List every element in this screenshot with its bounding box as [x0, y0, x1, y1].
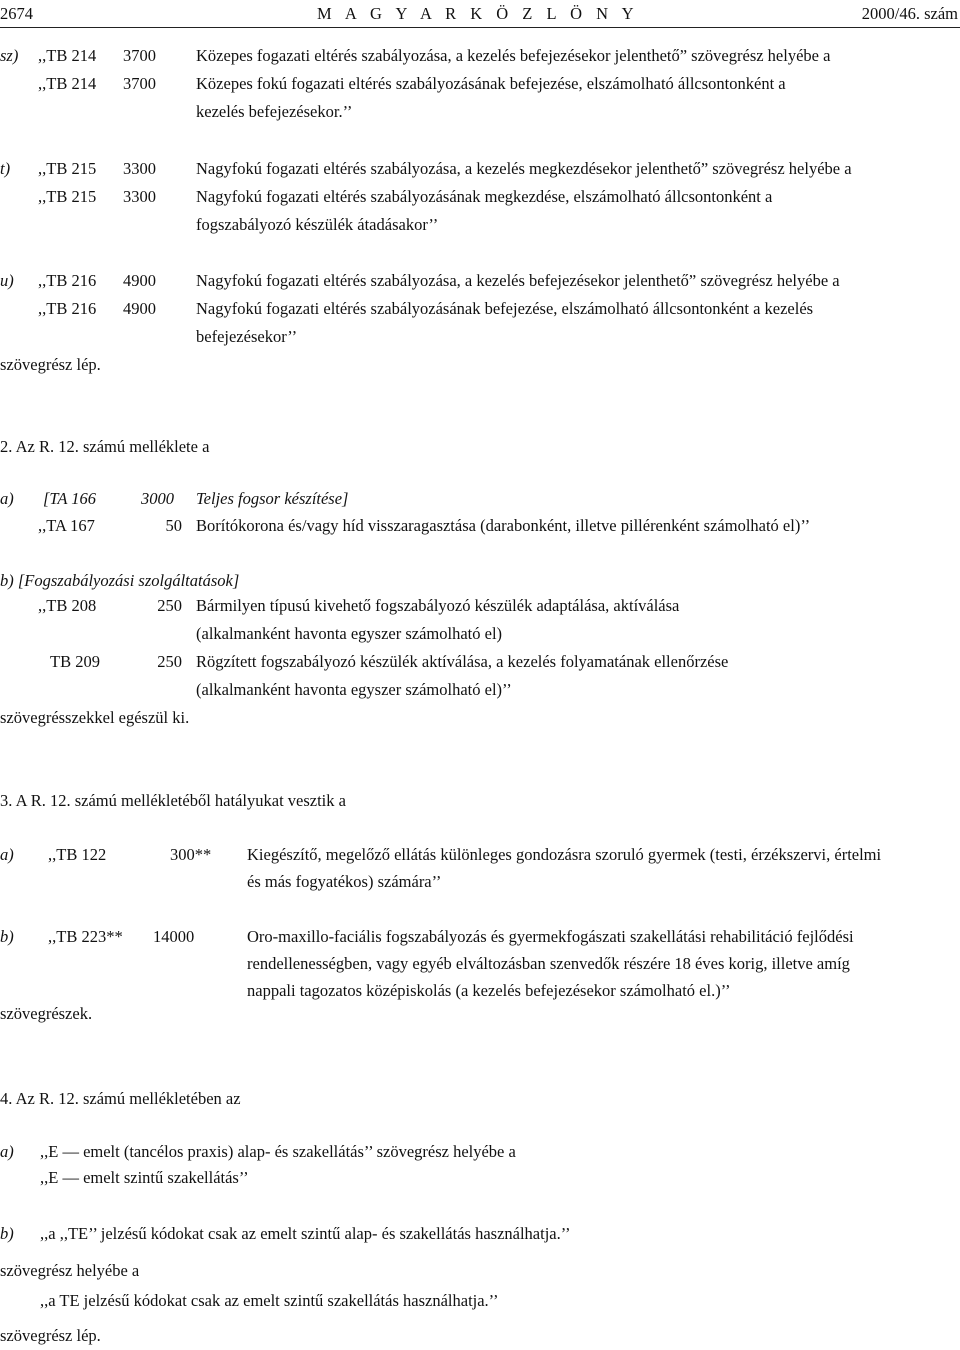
code: ,,TA 167: [38, 516, 95, 535]
item-label: u): [0, 271, 14, 290]
amount: 3300: [123, 159, 156, 178]
section-heading: 4. Az R. 12. számú mellékletében az: [0, 1089, 241, 1108]
description: Nagyfokú fogazati eltérés szabályozása, a kezelés befejezésekor jelenthető” szövegrész helyébe a: [196, 271, 840, 290]
description-cont: fogszabályozó készülék átadásakor’’: [196, 215, 439, 234]
description-cont: (alkalmanként havonta egyszer számolható el): [196, 624, 503, 643]
item-label: b): [0, 927, 14, 946]
description: Kiegészítő, megelőző ellátás különleges gondozásra szoruló gyermek (testi, érzékszervi, értelmi: [247, 845, 882, 864]
amount: 250: [157, 596, 182, 615]
subheading: b) [Fogszabályozási szolgáltatások]: [0, 571, 240, 590]
journal-title: M A G Y A R K Ö Z L Ö N Y: [317, 4, 639, 23]
description-cont: nappali tagozatos középiskolás (a kezelés befejezésekor számolható el.)’’: [247, 981, 731, 1000]
amount: 14000: [153, 927, 195, 946]
code: ,,TB 223**: [48, 927, 123, 946]
closing-text: szövegrész lép.: [0, 355, 101, 374]
amount: 300**: [170, 845, 212, 864]
item-label: a): [0, 845, 14, 864]
amount: 3300: [123, 187, 156, 206]
item-label: a): [0, 1142, 14, 1161]
description-cont: befejezésekor’’: [196, 327, 298, 346]
code: ,,TB 214: [38, 46, 97, 65]
item-label: a): [0, 489, 14, 508]
description-cont: kezelés befejezésekor.’’: [196, 102, 353, 121]
header-rule: [0, 27, 960, 28]
connector-text: szövegrész helyébe a: [0, 1261, 140, 1280]
code: ,,TB 215: [38, 159, 97, 178]
amount: 3700: [123, 74, 156, 93]
code: ,,TB 214: [38, 74, 97, 93]
description: Nagyfokú fogazati eltérés szabályozásának befejezése, elszámolható állcsontonként a kezelés: [196, 299, 814, 318]
amount: 3700: [123, 46, 156, 65]
code: ,,TB 216: [38, 271, 97, 290]
description: Borítókorona és/vagy híd visszaragasztása (darabonként, illetve pillérenként számolható el)’’: [196, 516, 811, 535]
description: Nagyfokú fogazati eltérés szabályozása, a kezelés megkezdésekor jelenthető” szövegrész helyébe a: [196, 159, 852, 178]
quote-line: ,,E — emelt szintű szakellátás’’: [40, 1168, 249, 1187]
item-label: sz): [0, 46, 19, 65]
amount: 4900: [123, 271, 156, 290]
description: Oro-maxillo-faciális fogszabályozás és gyermekfogászati szakellátási rehabilitáció fejlődési: [247, 927, 854, 946]
issue-number: 2000/46. szám: [861, 4, 958, 23]
quote-line: ,,a ,,TE’’ jelzésű kódokat csak az emelt szintű alap- és szakellátás használhatja.’’: [40, 1224, 571, 1243]
closing-text: szövegrész lép.: [0, 1326, 101, 1345]
code: ,,TB 215: [38, 187, 97, 206]
amount: 4900: [123, 299, 156, 318]
item-label: b): [0, 1224, 14, 1243]
section-heading: 2. Az R. 12. számú melléklete a: [0, 437, 210, 456]
description-cont: rendellenességben, vagy egyéb elváltozásban szenvedők részére 18 éves korig, illetve amíg: [247, 954, 850, 973]
code: ,,TB 122: [48, 845, 107, 864]
section-heading: 3. A R. 12. számú mellékletéből hatályukat vesztik a: [0, 791, 346, 810]
quote-line: ,,E — emelt (tancélos praxis) alap- és szakellátás’’ szövegrész helyébe a: [40, 1142, 516, 1161]
description: Teljes fogsor készítése]: [196, 489, 349, 508]
amount: 50: [165, 516, 182, 535]
code: ,,TB 216: [38, 299, 97, 318]
code: ,,TB 208: [38, 596, 97, 615]
description-cont: és más fogyatékos) számára’’: [247, 872, 442, 891]
description: Bármilyen típusú kivehető fogszabályozó készülék adaptálása, aktíválása: [196, 596, 680, 615]
description-cont: (alkalmanként havonta egyszer számolható el)’’: [196, 680, 512, 699]
page-number: 2674: [0, 4, 33, 23]
description: Közepes fogazati eltérés szabályozása, a kezelés befejezésekor jelenthető” szövegrész helyébe a: [196, 46, 831, 65]
amount: 3000: [141, 489, 174, 508]
closing-text: szövegrészek.: [0, 1004, 93, 1023]
quote-line: ,,a TE jelzésű kódokat csak az emelt szintű szakellátás használhatja.’’: [40, 1291, 499, 1310]
code: TB 209: [50, 652, 100, 671]
description: Közepes fokú fogazati eltérés szabályozásának befejezése, elszámolható állcsontonként a: [196, 74, 786, 93]
amount: 250: [157, 652, 182, 671]
description: Rögzített fogszabályozó készülék aktíválása, a kezelés folyamatának ellenőrzése: [196, 652, 729, 671]
description: Nagyfokú fogazati eltérés szabályozásának megkezdése, elszámolható állcsontonként a: [196, 187, 773, 206]
closing-text: szövegrésszekkel egészül ki.: [0, 708, 190, 727]
code: [TA 166: [43, 489, 97, 508]
item-label: t): [0, 159, 11, 178]
